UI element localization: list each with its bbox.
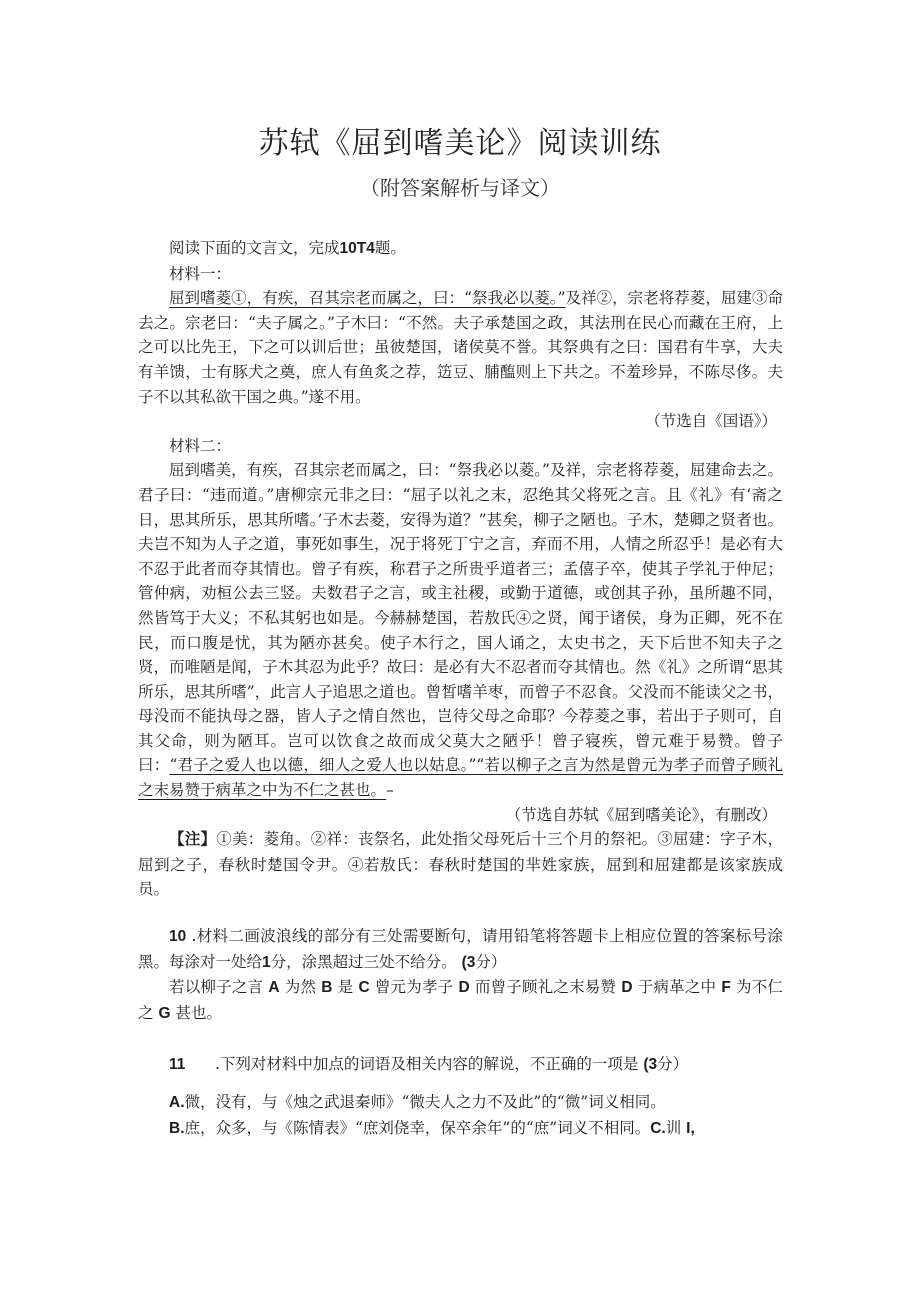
q10-text-b: 分，涂黑超过三处不给分。 xyxy=(270,952,457,971)
notes-paragraph xyxy=(138,827,783,902)
q10-score: (3 xyxy=(461,953,476,971)
material2-quote-underlined: “君子之爱人也以德，细人之爱人也以姑息。” xyxy=(169,756,477,775)
q10-option-letter[interactable]: D xyxy=(458,979,470,997)
instruction-suffix: 题。 xyxy=(374,239,406,257)
q11-option-b[interactable] xyxy=(138,1116,783,1142)
q10-score-unit: 分） xyxy=(475,952,507,971)
q10-segment: 是 xyxy=(337,978,354,997)
page-title: 苏轼《屈到嗜美论》阅读训练 xyxy=(258,126,662,161)
q11-score: (3 xyxy=(643,1056,658,1074)
q11-option-a-letter: A. xyxy=(169,1094,185,1111)
instruction-range: 10T4 xyxy=(339,240,375,257)
material1-source: （节选自《国语》） xyxy=(645,412,777,431)
material2-paragraph xyxy=(138,458,783,802)
q11-option-a[interactable] xyxy=(138,1090,783,1116)
q11-option-c-tail: I, xyxy=(686,1119,695,1137)
page-subtitle: （附答案解析与译文） xyxy=(360,176,560,200)
material2-label: 材料二： xyxy=(169,436,232,455)
question-10 xyxy=(138,924,783,975)
q10-text-a: .材料二画波浪线的部分有三处需要断句，请用铅笔将答题卡上相应位置的答案标号涂黑。每涂对一处给 xyxy=(138,927,783,971)
q11-option-c-text: 训 xyxy=(665,1118,682,1137)
instruction-line xyxy=(138,236,783,262)
q10-option-letter[interactable]: D xyxy=(621,979,633,997)
material1-paragraph xyxy=(138,286,783,409)
q10-options xyxy=(138,975,783,1026)
q10-segment: 为然 xyxy=(284,978,317,997)
q10-segment: 而曾子顾礼之末易赞 xyxy=(474,978,617,997)
material2-source: （节选自苏轼《屈到嗜美论》，有删改） xyxy=(505,805,777,824)
q10-one: 1 xyxy=(262,953,271,971)
question-11 xyxy=(138,1052,783,1078)
document-body xyxy=(138,236,783,1141)
material2-text: 屈到嗜美，有疾，召其宗老而属之，曰：“祭我必以菱。”及祥，宗老将荐菱，屈建命去之。君子曰：“违而道。”唐柳宗元非之曰：“屈子以礼之末，忍绝其父将死之言。且《礼》有‘斋之日，思其所乐，思其所嗜。’子木去菱，安得为道？”甚矣，柳子之陋也。子木，楚卿之贤者也。夫岂不知为人子之道，事死如事生，况于将死丁宁之言，弃而不用，人情之所忍乎！是必有大不忍于此者而夺其情也。曾子有疾，称君子之所贵乎道者三；孟僖子卒，使其子学礼于仲尼；管仲病，劝桓公去三竖。夫数君子之言，或主社稷，或勤于道德，或创其子孙，虽所趣不同，然皆笃于大义；不私其躬也如是。今赫赫楚国，若敖氏④之贤，闻于诸侯，身为正卿，死不在民，而口腹是忧，其为陋亦甚矣。使子木行之，国人诵之，太史书之，天下后世不知夫子之贤，而唯陋是闻，子木其忍为此乎？故曰：是必有大不忍者而夺其情也。然《礼》之所谓“思其所乐，思其所嗜”，此言人子追思之道也。曾皙嗜羊枣，而曾子不忍食。父没而不能读父之书，母没而不能执母之器，皆人子之情自然也，岂待父母之命耶？今荐菱之事，若出于子则可，自其父命，则为陋耳。岂可以饮食之故而成父莫大之陋乎！曾子寝疾，曾元难于易赞。曾子曰： xyxy=(138,461,783,775)
q10-option-letter[interactable]: G xyxy=(158,1004,171,1022)
q10-segment: 曾元为孝子 xyxy=(374,978,454,997)
q10-option-letter[interactable]: B xyxy=(321,979,333,997)
notes-text: ①美：菱角。②祥：丧祭名，此处指父母死后十三个月的祭祀。③屈建：字子木，屈到之子，春秋时楚国令尹。④若敖氏：春秋时楚国的芈姓家族，屈到和屈建都是该家族成员。 xyxy=(138,830,783,899)
q11-text: .下列对材料中加点的词语及相关内容的解说，不正确的一项是 xyxy=(214,1055,639,1074)
q10-option-letter[interactable]: A xyxy=(268,979,280,997)
q11-score-unit: 分） xyxy=(657,1055,689,1074)
material1-label: 材料一： xyxy=(169,264,232,283)
q10-segment: 若以柳子之言 xyxy=(169,978,264,997)
q10-number: 10 xyxy=(169,928,187,946)
q11-number: 11 xyxy=(169,1056,186,1074)
q10-option-letter[interactable]: F xyxy=(721,979,731,997)
material2-wavy-underlined: “若以柳子之言为然是曾元为孝子而曾子顾礼之末易赞于病革之中为不仁之甚也。 xyxy=(138,756,783,800)
q11-option-b-letter: B. xyxy=(169,1119,185,1137)
q10-option-letter[interactable]: C xyxy=(358,979,370,997)
material2-trailing-mark: – xyxy=(386,781,394,800)
q10-segment: 于病革之中 xyxy=(637,978,717,997)
q11-option-b-text: 庶，众多，与《陈情表》“庶刘侥幸，保卒余年”的“庶”词义不相同。 xyxy=(184,1118,651,1137)
instruction-prefix: 阅读下面的文言文，完成 xyxy=(169,239,340,257)
q11-option-c-letter[interactable]: C. xyxy=(650,1119,666,1137)
notes-label: 【注】 xyxy=(169,831,217,849)
material1-text: 及祥②，宗老将荐菱，屈建③命去之。宗老曰：“夫子属之。”子木曰：“不然。夫子承楚国之政，其法刑在民心而藏在王府，上之可以比先王，下之可以训后世；虽彼楚国，诸侯莫不誉。其祭典有之曰：国君有牛享，大夫有羊馈，士有豚犬之奠，庶人有鱼炙之荐，笾豆、脯醢则上下共之。不羞珍异，不陈尽侈。夫子不以其私欲干国之典。”遂不用。 xyxy=(138,289,783,406)
q10-segment-tail: 甚也。 xyxy=(175,1003,222,1022)
material1-underlined-sentence: 屈到嗜菱①，有疾，召其宗老而属之，曰：“祭我必以菱。” xyxy=(169,289,566,308)
q11-option-a-text: 微，没有，与《烛之武退秦师》“微夫人之力不及此”的“微”词义相同。 xyxy=(184,1093,666,1111)
q10-segment: 为不仁之 xyxy=(138,978,783,1022)
